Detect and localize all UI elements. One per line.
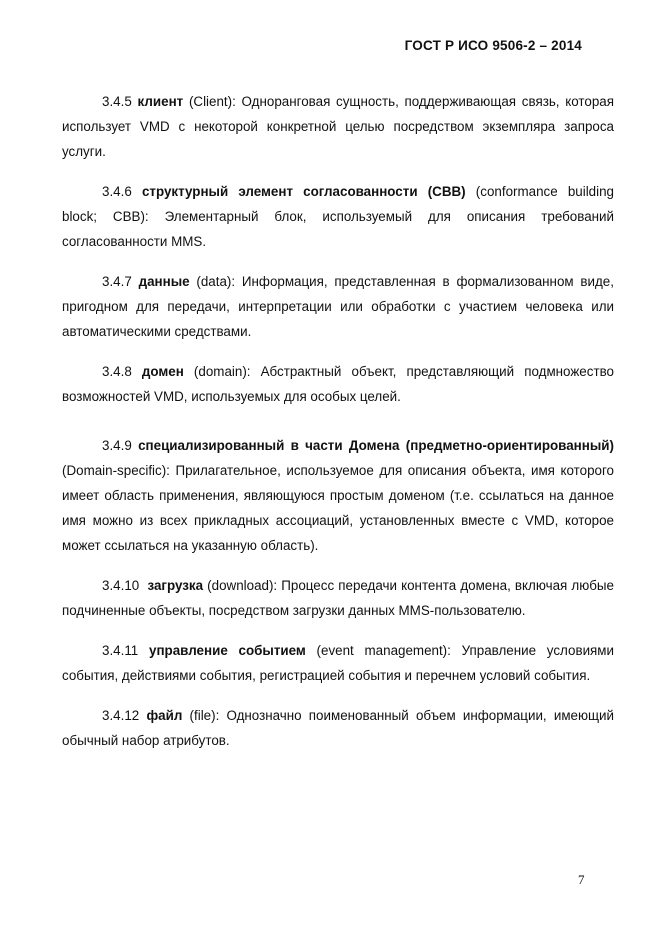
definition-number: 3.4.5	[102, 94, 132, 109]
definition-number: 3.4.7	[102, 274, 132, 289]
definition-3-4-5	[62, 89, 614, 164]
definition-term: клиент	[137, 94, 184, 109]
definition-3-4-8	[62, 359, 614, 409]
definition-term: структурный элемент согласованности (СВВ)	[141, 184, 466, 199]
definition-3-4-9	[62, 433, 614, 558]
definition-number: 3.4.6	[102, 184, 132, 199]
definition-text: (data): Информация, представленная в формализованном виде, пригодном для передачи, интерпретации или обработки с участием человека или автоматическими средствами.	[62, 274, 614, 339]
definition-text: (conformance building block; СВВ): Элементарный блок, используемый для описания требований согласованности MMS.	[62, 184, 614, 249]
definition-text: (domain): Абстрактный объект, представляющий подмножество возможностей VMD, используемых для особых целей.	[62, 364, 614, 404]
definition-text: (Client): Одноранговая сущность, поддерживающая связь, которая использует VMD с некоторой конкретной целью посредством экземпляра запроса услуги.	[62, 94, 614, 159]
definition-3-4-11	[62, 638, 614, 688]
definition-term: данные	[138, 274, 190, 289]
definition-text: (download): Процесс передачи контента домена, включая любые подчиненные объекты, посредством загрузки данных MMS-пользователю.	[62, 578, 614, 618]
definition-number: 3.4.11	[102, 643, 139, 658]
definition-number: 3.4.9	[102, 438, 132, 453]
definition-text: (file): Однозначно поименованный объем информации, имеющий обычный набор атрибутов.	[62, 708, 614, 748]
definition-term: домен	[141, 364, 184, 379]
definition-text: (Domain-specific): Прилагательное, используемое для описания объекта, имя которого имеет область применения, являющуюся простым доменом (т.е. ссылаться на данное имя можно из всех прикладных ассоциаций, установленных вместе с VMD, которое может ссылаться на указанную область).	[62, 463, 614, 553]
definitions-list	[62, 89, 614, 753]
definition-term: файл	[146, 708, 183, 723]
definition-term: специализированный в части Домена (предметно-ориентированный)	[138, 438, 614, 453]
definition-3-4-6	[62, 179, 614, 254]
page-number: 7	[578, 872, 585, 887]
definition-number: 3.4.8	[102, 364, 132, 379]
definition-number: 3.4.12	[102, 708, 140, 723]
definition-3-4-7	[62, 269, 614, 344]
definition-number: 3.4.10	[102, 578, 140, 593]
definition-term: управление событием	[149, 643, 306, 658]
definition-text: (event management): Управление условиями события, действиями события, регистрацией события и перечнем условий события.	[62, 643, 614, 683]
definition-3-4-12	[62, 703, 614, 753]
definition-3-4-10	[62, 573, 614, 623]
document-header: ГОСТ Р ИСО 9506-2 – 2014	[404, 38, 582, 53]
definition-term: загрузка	[147, 578, 204, 593]
